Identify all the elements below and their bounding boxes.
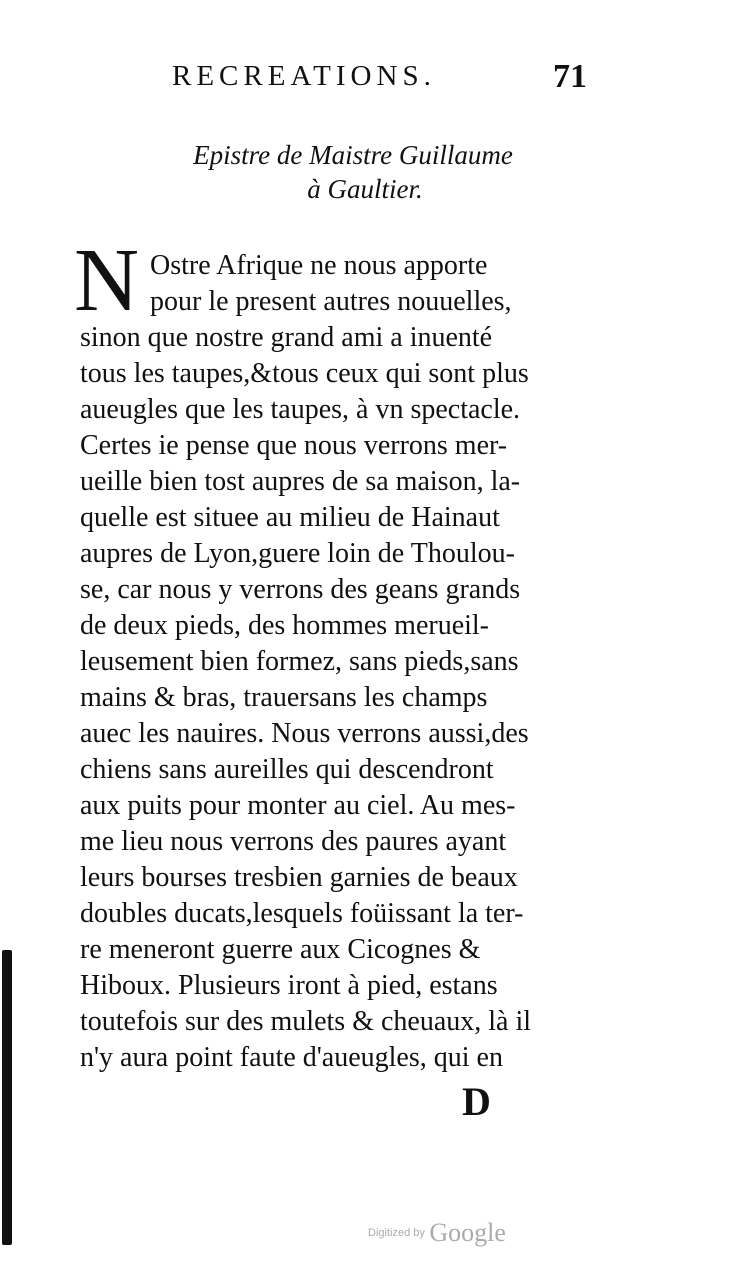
body-line: aueugles que les taupes, à vn spectacle. — [80, 394, 521, 425]
body-line: chiens sans aureilles qui descendront — [80, 754, 494, 785]
epistle-title-line-2: à Gaultier. — [307, 174, 423, 204]
google-wordmark: Google — [429, 1218, 506, 1247]
body-line: pour le present autres nouuelles, — [150, 286, 512, 317]
body-line: n'y aura point faute d'aueugles, qui en — [80, 1042, 503, 1073]
body-line: quelle est situee au milieu de Hainaut — [80, 502, 500, 533]
body-line: Ostre Afrique ne nous apporte — [150, 250, 488, 281]
body-line: ueille bien tost aupres de sa maison, la- — [80, 466, 521, 497]
body-line: leusement bien formez, sans pieds,sans — [80, 646, 519, 677]
body-line: aupres de Lyon,guere loin de Thoulou- — [80, 538, 515, 569]
body-line: tous les taupes,&tous ceux qui sont plus — [80, 358, 529, 389]
body-line: re meneront guerre aux Cicognes & — [80, 934, 481, 965]
body-line: leurs bourses tresbien garnies de beaux — [80, 862, 518, 893]
body-line: sinon que nostre grand ami a inuenté — [80, 322, 493, 353]
signature-mark: D — [462, 1079, 491, 1124]
digitized-by-label: Digitized by — [368, 1227, 425, 1239]
body-line: Hiboux. Plusieurs iront à pied, estans — [80, 970, 498, 1001]
epistle-title-line-1: Epistre de Maistre Guillaume — [193, 140, 513, 170]
body-line: me lieu nous verrons des paures ayant — [80, 826, 507, 857]
page-number: 71 — [553, 58, 587, 95]
body-line: doubles ducats,lesquels foüissant la ter- — [80, 898, 524, 929]
binding-edge-shadow — [2, 950, 12, 1245]
running-head: RECREATIONS. — [172, 60, 436, 92]
digitized-by-google — [368, 1218, 506, 1248]
body-line: Certes ie pense que nous verrons mer- — [80, 430, 508, 461]
body-line: de deux pieds, des hommes merueil- — [80, 610, 490, 641]
body-line: toutefois sur des mulets & cheuaux, là il — [80, 1006, 532, 1037]
body-line: aux puits pour monter au ciel. Au mes- — [80, 790, 516, 821]
drop-cap: N — [74, 231, 139, 330]
body-line: se, car nous y verrons des geans grands — [80, 574, 521, 605]
body-line: auec les nauires. Nous verrons aussi,des — [80, 718, 529, 749]
body-line: mains & bras, trauersans les champs — [80, 682, 488, 713]
